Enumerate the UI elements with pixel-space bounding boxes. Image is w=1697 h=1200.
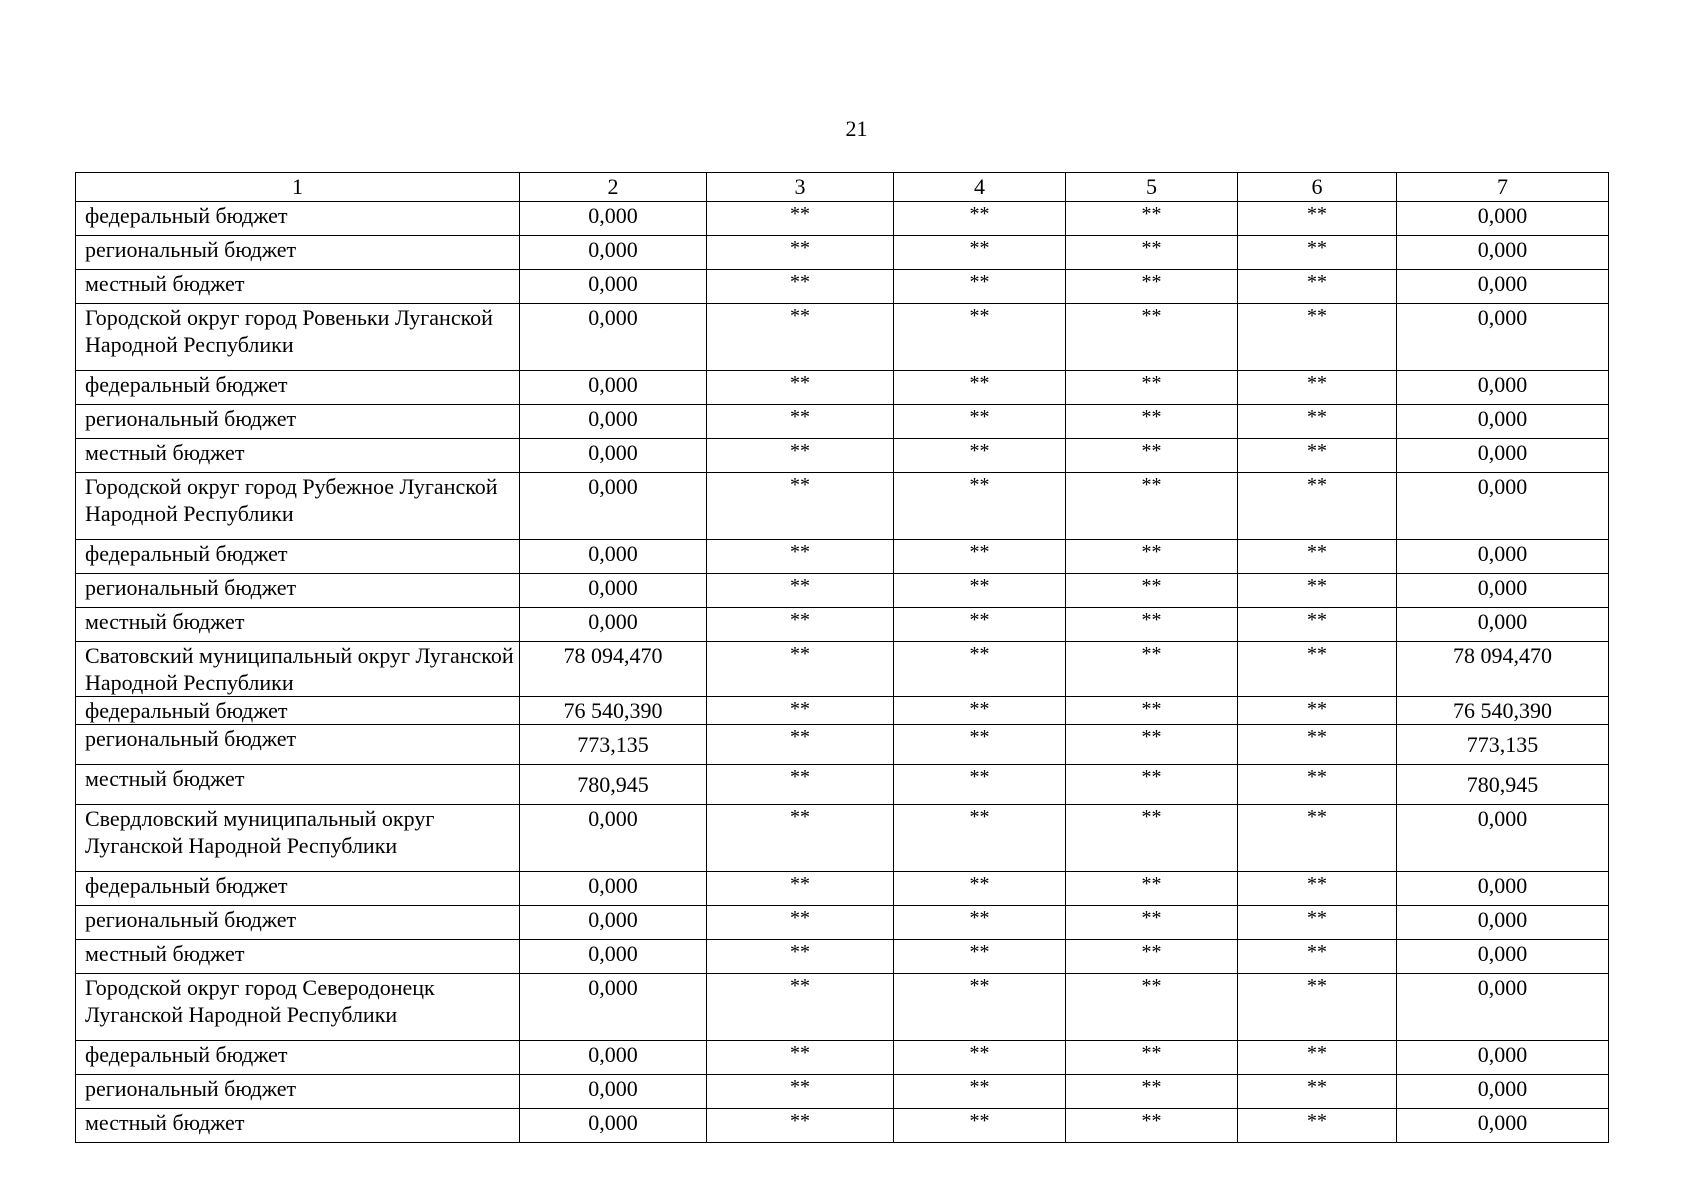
table-row <box>76 574 1609 608</box>
mark-cell: ** <box>1066 473 1238 540</box>
row-name-cell: Городской округ город Северодонецк Луганской Народной Республики <box>76 974 520 1041</box>
value-cell: 0,000 <box>1397 906 1609 940</box>
value-cell: 780,945 <box>1397 765 1609 805</box>
table-row <box>76 697 1609 725</box>
mark-cell: ** <box>1066 872 1238 906</box>
row-name-cell: региональный бюджет <box>76 906 520 940</box>
header-cell: 7 <box>1397 173 1609 202</box>
table-row <box>76 906 1609 940</box>
row-name-cell: местный бюджет <box>76 270 520 304</box>
value-cell: 0,000 <box>1397 473 1609 540</box>
header-row <box>76 173 1609 202</box>
mark-cell: ** <box>707 906 894 940</box>
mark-cell: ** <box>1066 202 1238 236</box>
value-cell: 773,135 <box>520 725 707 765</box>
mark-cell: ** <box>707 805 894 872</box>
value-cell: 0,000 <box>520 940 707 974</box>
mark-cell: ** <box>1066 439 1238 473</box>
value-cell: 0,000 <box>1397 940 1609 974</box>
row-name-cell: региональный бюджет <box>76 725 520 765</box>
value-cell: 76 540,390 <box>520 697 707 725</box>
table-row <box>76 202 1609 236</box>
value-cell: 0,000 <box>1397 236 1609 270</box>
mark-cell: ** <box>1238 1109 1397 1143</box>
row-name-cell: федеральный бюджет <box>76 371 520 405</box>
mark-cell: ** <box>1238 574 1397 608</box>
value-cell: 0,000 <box>520 872 707 906</box>
mark-cell: ** <box>1238 371 1397 405</box>
row-name-cell: местный бюджет <box>76 439 520 473</box>
mark-cell: ** <box>707 940 894 974</box>
value-cell: 0,000 <box>520 974 707 1041</box>
mark-cell: ** <box>1238 697 1397 725</box>
mark-cell: ** <box>1066 405 1238 439</box>
row-name-cell: Городской округ город Ровеньки Луганской Народной Республики <box>76 304 520 371</box>
mark-cell: ** <box>1238 1041 1397 1075</box>
value-cell: 0,000 <box>1397 1041 1609 1075</box>
mark-cell: ** <box>894 1041 1066 1075</box>
mark-cell: ** <box>1066 371 1238 405</box>
mark-cell: ** <box>1066 642 1238 697</box>
mark-cell: ** <box>1238 304 1397 371</box>
mark-cell: ** <box>894 540 1066 574</box>
table-row <box>76 473 1609 540</box>
header-cell: 4 <box>894 173 1066 202</box>
mark-cell: ** <box>707 304 894 371</box>
mark-cell: ** <box>894 642 1066 697</box>
header-cell: 5 <box>1066 173 1238 202</box>
row-name-cell: региональный бюджет <box>76 1075 520 1109</box>
mark-cell: ** <box>894 1075 1066 1109</box>
mark-cell: ** <box>894 202 1066 236</box>
table-row <box>76 1041 1609 1075</box>
mark-cell: ** <box>1066 765 1238 805</box>
header-cell: 1 <box>76 173 520 202</box>
table-row <box>76 872 1609 906</box>
mark-cell: ** <box>1238 405 1397 439</box>
mark-cell: ** <box>894 236 1066 270</box>
table-row <box>76 371 1609 405</box>
mark-cell: ** <box>707 642 894 697</box>
mark-cell: ** <box>1238 725 1397 765</box>
mark-cell: ** <box>894 974 1066 1041</box>
mark-cell: ** <box>1066 805 1238 872</box>
mark-cell: ** <box>1066 725 1238 765</box>
table-row <box>76 439 1609 473</box>
value-cell: 78 094,470 <box>1397 642 1609 697</box>
value-cell: 0,000 <box>1397 439 1609 473</box>
budget-table <box>75 172 1609 1143</box>
mark-cell: ** <box>1066 940 1238 974</box>
table-row <box>76 1109 1609 1143</box>
value-cell: 0,000 <box>520 1075 707 1109</box>
mark-cell: ** <box>1066 697 1238 725</box>
mark-cell: ** <box>894 270 1066 304</box>
table-row <box>76 642 1609 697</box>
value-cell: 0,000 <box>520 236 707 270</box>
mark-cell: ** <box>1238 940 1397 974</box>
value-cell: 0,000 <box>1397 608 1609 642</box>
mark-cell: ** <box>1238 439 1397 473</box>
row-name-cell: федеральный бюджет <box>76 202 520 236</box>
mark-cell: ** <box>707 765 894 805</box>
mark-cell: ** <box>894 439 1066 473</box>
mark-cell: ** <box>894 304 1066 371</box>
row-name-cell: местный бюджет <box>76 1109 520 1143</box>
mark-cell: ** <box>894 608 1066 642</box>
table-row <box>76 608 1609 642</box>
row-name-cell: местный бюджет <box>76 940 520 974</box>
mark-cell: ** <box>1238 540 1397 574</box>
header-cell: 6 <box>1238 173 1397 202</box>
mark-cell: ** <box>1066 1041 1238 1075</box>
mark-cell: ** <box>894 371 1066 405</box>
value-cell: 0,000 <box>1397 270 1609 304</box>
table-row <box>76 974 1609 1041</box>
row-name-cell: Сватовский муниципальный округ Луганской Народной Республики <box>76 642 520 697</box>
value-cell: 773,135 <box>1397 725 1609 765</box>
value-cell: 0,000 <box>520 439 707 473</box>
value-cell: 780,945 <box>520 765 707 805</box>
mark-cell: ** <box>1066 236 1238 270</box>
mark-cell: ** <box>1066 1075 1238 1109</box>
mark-cell: ** <box>707 540 894 574</box>
mark-cell: ** <box>894 906 1066 940</box>
mark-cell: ** <box>707 574 894 608</box>
mark-cell: ** <box>707 1041 894 1075</box>
value-cell: 0,000 <box>520 202 707 236</box>
mark-cell: ** <box>1238 608 1397 642</box>
mark-cell: ** <box>707 439 894 473</box>
mark-cell: ** <box>707 202 894 236</box>
mark-cell: ** <box>1238 765 1397 805</box>
mark-cell: ** <box>707 236 894 270</box>
mark-cell: ** <box>1066 574 1238 608</box>
header-cell: 2 <box>520 173 707 202</box>
mark-cell: ** <box>1238 974 1397 1041</box>
mark-cell: ** <box>707 405 894 439</box>
mark-cell: ** <box>894 805 1066 872</box>
row-name-cell: местный бюджет <box>76 765 520 805</box>
table-row <box>76 540 1609 574</box>
mark-cell: ** <box>1238 642 1397 697</box>
mark-cell: ** <box>894 697 1066 725</box>
mark-cell: ** <box>894 574 1066 608</box>
row-name-cell: региональный бюджет <box>76 574 520 608</box>
value-cell: 0,000 <box>520 1109 707 1143</box>
value-cell: 76 540,390 <box>1397 697 1609 725</box>
value-cell: 0,000 <box>520 270 707 304</box>
mark-cell: ** <box>1238 202 1397 236</box>
value-cell: 0,000 <box>1397 805 1609 872</box>
value-cell: 0,000 <box>520 405 707 439</box>
mark-cell: ** <box>1238 872 1397 906</box>
mark-cell: ** <box>1066 974 1238 1041</box>
mark-cell: ** <box>707 1109 894 1143</box>
value-cell: 78 094,470 <box>520 642 707 697</box>
mark-cell: ** <box>1066 906 1238 940</box>
mark-cell: ** <box>1066 1109 1238 1143</box>
value-cell: 0,000 <box>1397 304 1609 371</box>
row-name-cell: региональный бюджет <box>76 236 520 270</box>
value-cell: 0,000 <box>520 805 707 872</box>
mark-cell: ** <box>1066 540 1238 574</box>
value-cell: 0,000 <box>1397 1075 1609 1109</box>
mark-cell: ** <box>1238 236 1397 270</box>
row-name-cell: федеральный бюджет <box>76 697 520 725</box>
row-name-cell: региональный бюджет <box>76 405 520 439</box>
value-cell: 0,000 <box>520 540 707 574</box>
row-name-cell: федеральный бюджет <box>76 872 520 906</box>
value-cell: 0,000 <box>520 574 707 608</box>
mark-cell: ** <box>707 725 894 765</box>
mark-cell: ** <box>894 473 1066 540</box>
table-row <box>76 1075 1609 1109</box>
value-cell: 0,000 <box>520 906 707 940</box>
mark-cell: ** <box>894 725 1066 765</box>
mark-cell: ** <box>707 270 894 304</box>
page-number: 21 <box>845 116 868 141</box>
value-cell: 0,000 <box>520 1041 707 1075</box>
value-cell: 0,000 <box>520 304 707 371</box>
table-row <box>76 805 1609 872</box>
mark-cell: ** <box>1238 805 1397 872</box>
value-cell: 0,000 <box>520 608 707 642</box>
mark-cell: ** <box>894 940 1066 974</box>
mark-cell: ** <box>1238 473 1397 540</box>
mark-cell: ** <box>707 974 894 1041</box>
mark-cell: ** <box>707 697 894 725</box>
table-row <box>76 725 1609 765</box>
mark-cell: ** <box>1238 270 1397 304</box>
row-name-cell: местный бюджет <box>76 608 520 642</box>
table-row <box>76 405 1609 439</box>
value-cell: 0,000 <box>1397 574 1609 608</box>
table-row <box>76 270 1609 304</box>
value-cell: 0,000 <box>1397 974 1609 1041</box>
value-cell: 0,000 <box>520 473 707 540</box>
value-cell: 0,000 <box>1397 540 1609 574</box>
row-name-cell: федеральный бюджет <box>76 1041 520 1075</box>
value-cell: 0,000 <box>1397 872 1609 906</box>
value-cell: 0,000 <box>1397 371 1609 405</box>
mark-cell: ** <box>707 473 894 540</box>
row-name-cell: Свердловский муниципальный округ Луганской Народной Республики <box>76 805 520 872</box>
mark-cell: ** <box>894 405 1066 439</box>
mark-cell: ** <box>1066 608 1238 642</box>
table-row <box>76 236 1609 270</box>
mark-cell: ** <box>894 1109 1066 1143</box>
header-cell: 3 <box>707 173 894 202</box>
mark-cell: ** <box>894 765 1066 805</box>
mark-cell: ** <box>707 371 894 405</box>
mark-cell: ** <box>894 872 1066 906</box>
value-cell: 0,000 <box>1397 1109 1609 1143</box>
value-cell: 0,000 <box>520 371 707 405</box>
table-row <box>76 304 1609 371</box>
mark-cell: ** <box>1238 906 1397 940</box>
row-name-cell: Городской округ город Рубежное Луганской Народной Республики <box>76 473 520 540</box>
mark-cell: ** <box>707 872 894 906</box>
value-cell: 0,000 <box>1397 202 1609 236</box>
mark-cell: ** <box>1238 1075 1397 1109</box>
mark-cell: ** <box>1066 304 1238 371</box>
mark-cell: ** <box>707 608 894 642</box>
table-row <box>76 765 1609 805</box>
row-name-cell: федеральный бюджет <box>76 540 520 574</box>
table-row <box>76 940 1609 974</box>
mark-cell: ** <box>707 1075 894 1109</box>
mark-cell: ** <box>1066 270 1238 304</box>
value-cell: 0,000 <box>1397 405 1609 439</box>
